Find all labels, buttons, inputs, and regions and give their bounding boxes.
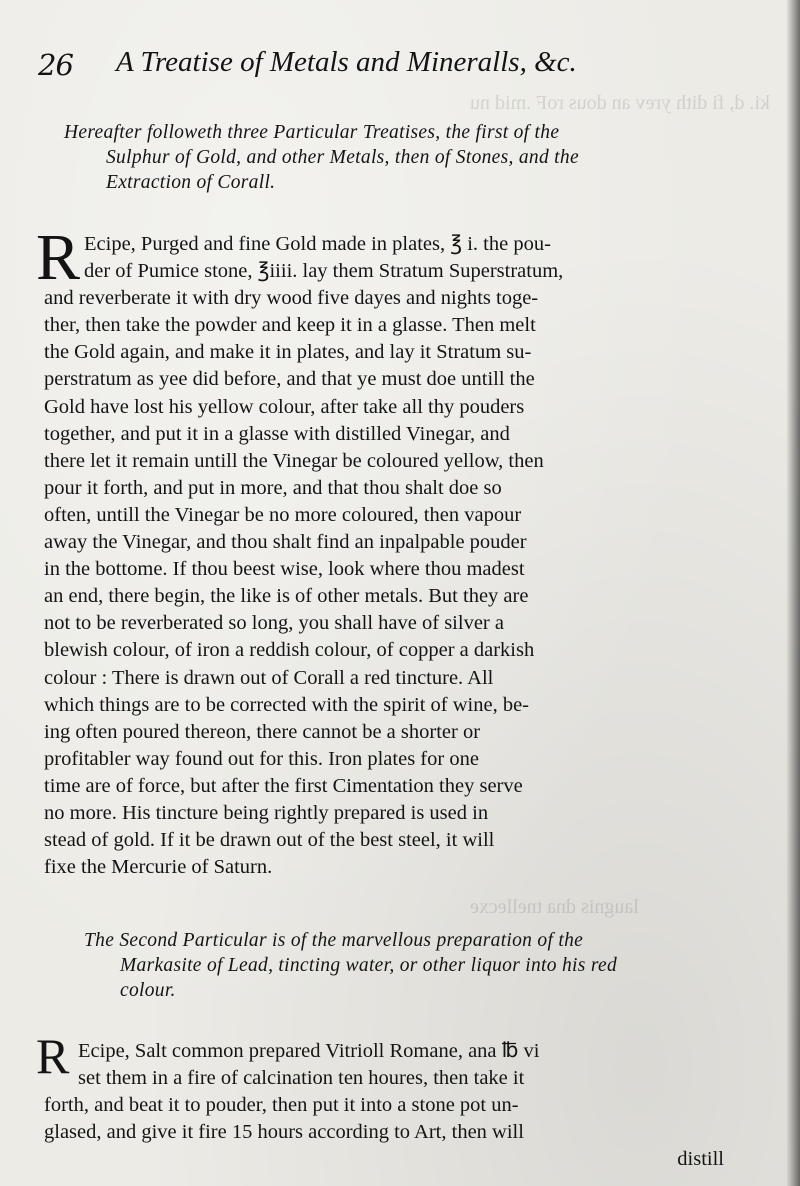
section-heading-1 <box>64 120 579 195</box>
heading-line: The Second Particular is of the marvellous preparation of the <box>84 930 584 951</box>
text-line: forth, and beat it to pouder, then put it into a stone pot un- <box>44 1094 519 1117</box>
drop-cap: R <box>36 1028 70 1084</box>
text-line: pour it forth, and put in more, and that thou shalt doe so <box>44 476 502 499</box>
text-line: Ecipe, Salt common prepared Vitrioll Romane, ana ℔ vi <box>78 1040 540 1062</box>
text-line: der of Pumice stone, ℥iiii. lay them Stratum Superstratum, <box>84 260 564 283</box>
text-line: away the Vinegar, and thou shalt find an inpalpable pouder <box>44 531 527 554</box>
text-line: and reverberate it with dry wood five dayes and nights toge- <box>44 287 539 310</box>
heading-line: Hereafter followeth three Particular Treatises, the first of the <box>64 122 560 143</box>
show-through-text: laugnis dna tnellecxe <box>470 896 639 918</box>
text-line: set them in a fire of calcination ten houres, then take it <box>78 1067 525 1090</box>
text-line: time are of force, but after the first Cimentation they serve <box>44 774 523 797</box>
page-number: 26 <box>38 48 73 82</box>
text-line: stead of gold. If it be drawn out of the best steel, it will <box>44 829 495 852</box>
paragraph-2 <box>44 1038 744 1173</box>
catchword: distill <box>677 1148 724 1171</box>
text-line: glased, and give it fire 15 hours according to Art, then will <box>44 1121 524 1144</box>
text-line: often, untill the Vinegar be no more coloured, then vapour <box>44 503 522 526</box>
page-header <box>38 46 758 86</box>
text-line: ing often poured thereon, there cannot be a shorter or <box>44 720 481 743</box>
running-title: A Treatise of Metals and Mineralls, &c. <box>116 46 577 78</box>
text-line: an end, there begin, the like is of other metals. But they are <box>44 585 529 608</box>
text-line: which things are to be corrected with the spirit of wine, be- <box>44 693 530 716</box>
text-line: perstratum as yee did before, and that ye must doe untill the <box>44 368 535 391</box>
heading-line: Sulphur of Gold, and other Metals, then of Stones, and the <box>106 147 579 168</box>
heading-line: Extraction of Corall. <box>106 172 276 193</box>
text-line: ther, then take the powder and keep it in a glasse. Then melt <box>44 314 536 337</box>
heading-line: colour. <box>120 980 176 1001</box>
text-line: profitabler way found out for this. Iron plates for one <box>44 747 479 770</box>
text-line: blewish colour, of iron a reddish colour, of copper a darkish <box>44 639 535 662</box>
text-line: not to be reverberated so long, you shall have of silver a <box>44 612 504 635</box>
drop-cap: R <box>36 221 81 294</box>
show-through-text: ki. d, fi dith yrev an dous roF .mid nu <box>470 92 770 114</box>
heading-line: Markasite of Lead, tincting water, or other liquor into his red <box>120 955 618 976</box>
section-heading-2 <box>84 928 617 1003</box>
text-line: in the bottome. If thou beest wise, look where thou madest <box>44 558 525 581</box>
text-line: no more. His tincture being rightly prepared is used in <box>44 801 489 824</box>
paragraph-1 <box>44 231 744 881</box>
text-line: Gold have lost his yellow colour, after take all thy pouders <box>44 395 525 418</box>
page-edge-shadow <box>786 0 800 1186</box>
text-line: fixe the Mercurie of Saturn. <box>44 856 273 879</box>
text-line: together, and put it in a glasse with distilled Vinegar, and <box>44 422 510 445</box>
text-line: the Gold again, and make it in plates, and lay it Stratum su- <box>44 341 532 364</box>
text-line: Ecipe, Purged and fine Gold made in plates, ℥ i. the pou- <box>84 233 551 255</box>
text-line: there let it remain untill the Vinegar be coloured yellow, then <box>44 449 544 472</box>
text-line: colour : There is drawn out of Corall a red tincture. All <box>44 666 494 689</box>
